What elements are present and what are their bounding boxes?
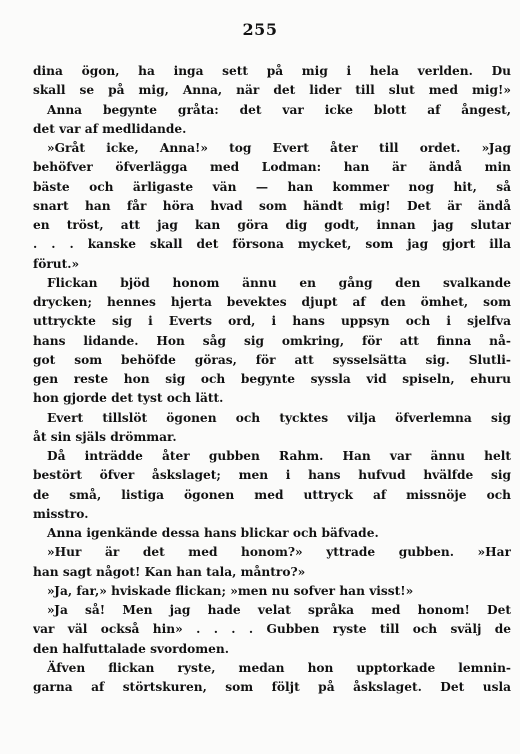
text-line: hon gjorde det tyst och lätt.: [33, 391, 224, 406]
text-line: garna af störtskuren, som följt på åskslaget. Det usla: [33, 680, 511, 694]
text-line: det var af medlidande.: [33, 121, 187, 136]
text-line: en tröst, att jag kan göra dig godt, innan jag slutar: [33, 218, 511, 232]
page-number: 255: [242, 20, 278, 39]
text-line: Äfven flickan ryste, medan hon upptorkade lemnin-: [47, 660, 511, 675]
text-line: drycken; hennes hjerta bevektes djupt af den ömhet, som: [33, 295, 511, 309]
body-text: [33, 62, 511, 697]
text-line: uttryckte sig i Everts ord, i hans uppsyn och i sjelfva: [33, 314, 511, 329]
text-line: . . . kanske skall det försona mycket, som jag gjort illa: [33, 237, 511, 252]
text-line: gen reste hon sig och begynte syssla vid spiseln, ehuru: [33, 372, 511, 386]
text-line: Evert tillslöt ögonen och tycktes vilja öfverlemna sig: [47, 410, 511, 425]
text-line: misstro.: [33, 506, 89, 521]
text-line: de små, listiga ögonen med uttryck af missnöje och: [33, 487, 511, 502]
text-line: »Ja så! Men jag hade velat språka med honom! Det: [47, 603, 511, 617]
text-line: got som behöfde göras, för att sysselsätta sig. Slutli-: [33, 352, 511, 367]
text-line: skall se på mig, Anna, när det lider till slut med mig!»: [33, 83, 511, 98]
text-line: snart han får höra hvad som händt mig! Det är ändå: [33, 198, 511, 213]
text-line: var väl också hin» . . . . Gubben ryste till och svälj de: [33, 622, 511, 637]
text-line: han sagt något! Kan han tala, måntro?»: [33, 564, 306, 579]
text-line: »Ja, far,» hviskade flickan; »men nu sofver han visst!»: [47, 583, 414, 598]
text-line: förut.»: [33, 256, 80, 271]
text-line: Flickan bjöd honom ännu en gång den svalkande: [47, 275, 511, 290]
text-line: Då inträdde åter gubben Rahm. Han var ännu helt: [47, 449, 511, 463]
text-line: hans lidande. Hon såg sig omkring, för att finna nå-: [33, 333, 511, 348]
text-line: bestört öfver åskslaget; men i hans hufvud hvälfde sig: [33, 468, 511, 483]
text-line: den halfuttalade svordomen.: [33, 641, 229, 656]
text-line: bäste och ärligaste vän — han kommer nog hit, så: [33, 179, 511, 194]
text-line: åt sin själs drömmar.: [33, 429, 177, 444]
text-line: behöfver öfverlägga med Lodman: han är ändå min: [33, 160, 511, 175]
text-line: Anna igenkände dessa hans blickar och bäfvade.: [47, 526, 379, 540]
text-line: Anna begynte gråta: det var icke blott af ångest,: [47, 102, 511, 117]
text-line: »Gråt icke, Anna!» tog Evert åter till ordet. »Jag: [47, 141, 511, 155]
text-line: »Hur är det med honom?» yttrade gubben. »Har: [47, 545, 511, 560]
text-line: dina ögon, ha inga sett på mig i hela verlden. Du: [33, 64, 511, 78]
